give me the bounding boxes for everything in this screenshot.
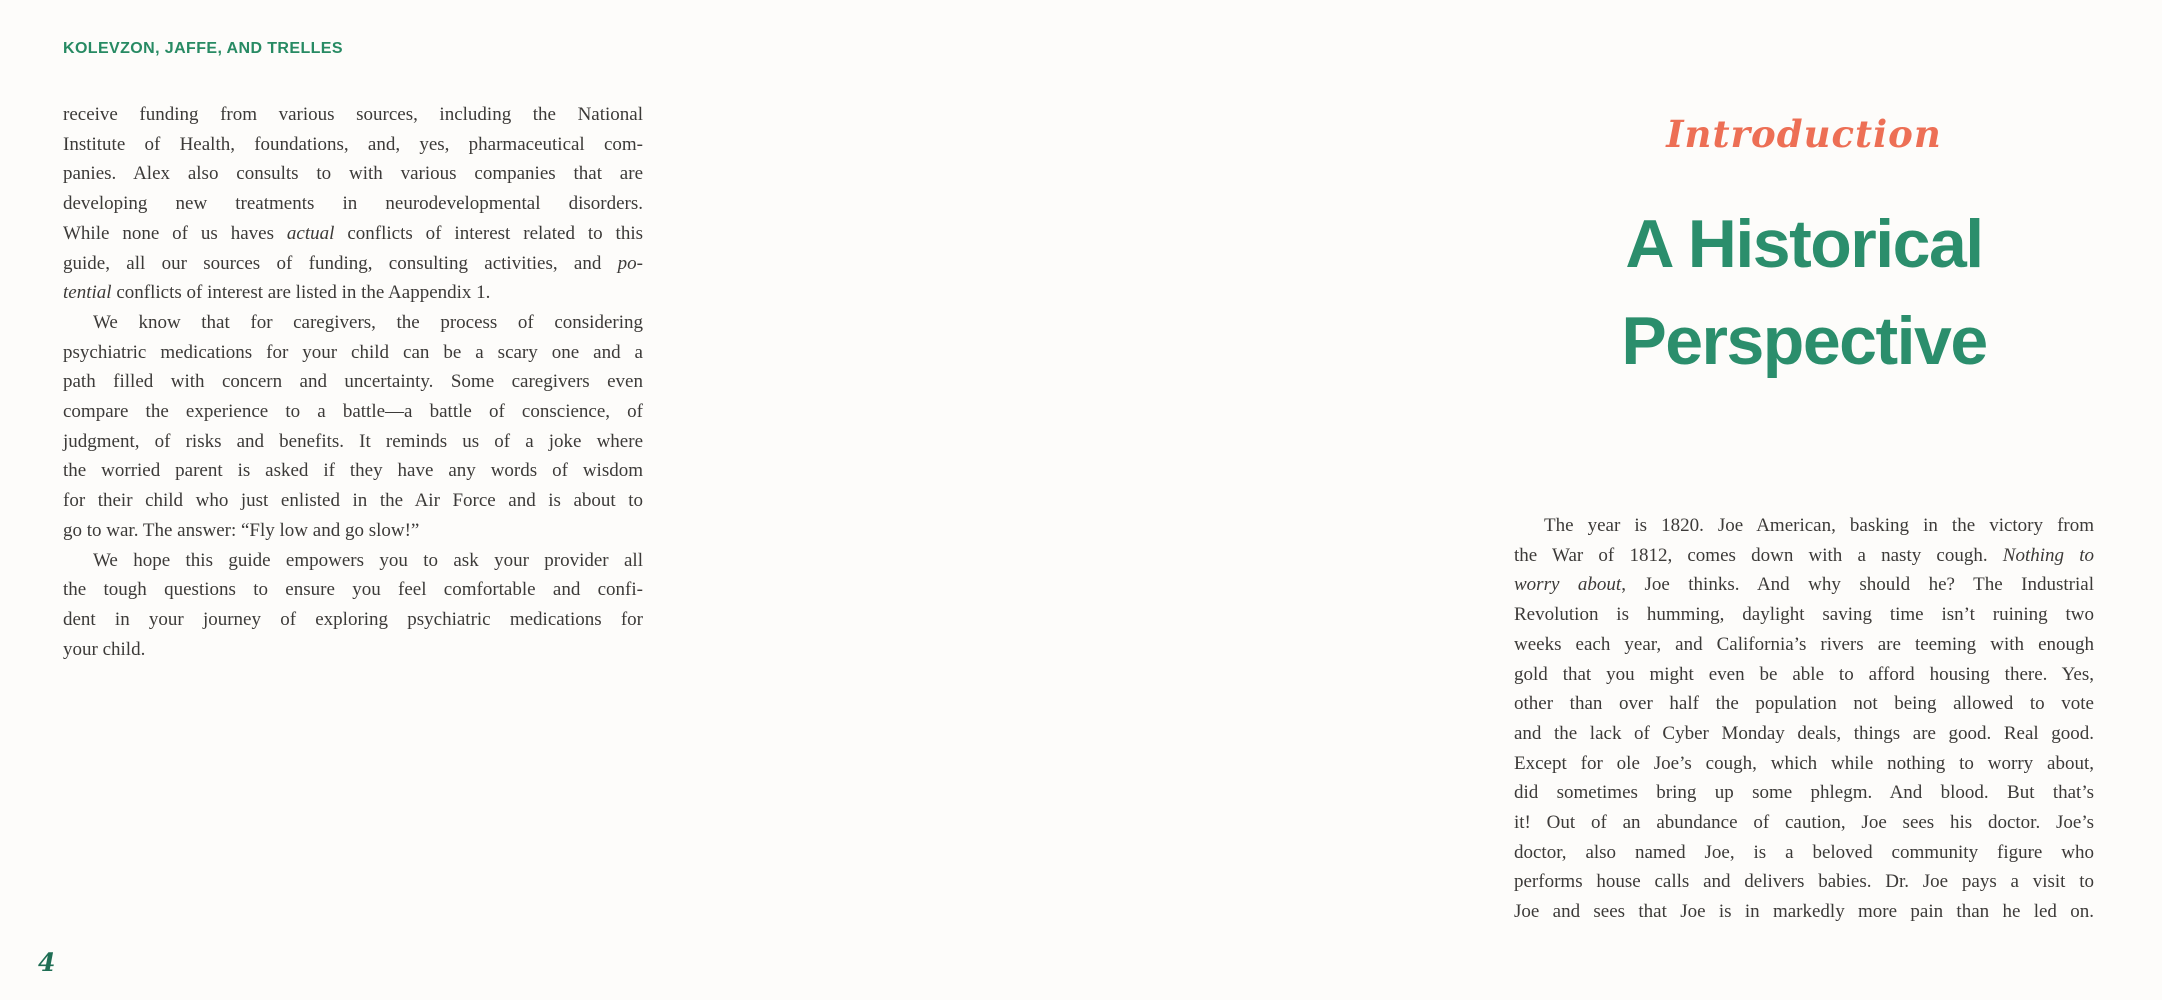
- chapter-title-line-2: Perspective: [1621, 303, 1987, 379]
- text-line: dent in your journey of exploring psychiatric medications for: [63, 608, 643, 630]
- text-line: developing new treatments in neurodevelopmental disorders.: [63, 193, 643, 215]
- left-page-body-text: [63, 100, 643, 664]
- text-line: guide, all our sources of funding, consulting activities, and po-: [63, 252, 643, 274]
- chapter-title-line-1: A Historical: [1625, 206, 1983, 282]
- text-line: judgment, of risks and benefits. It reminds us of a joke where: [63, 430, 643, 452]
- text-line: did sometimes bring up some phlegm. And blood. But that’s: [1514, 782, 2094, 804]
- text-line: We know that for caregivers, the process of considering: [93, 311, 643, 333]
- text-line: your child.: [63, 638, 146, 660]
- text-line: weeks each year, and California’s rivers are teeming with enough: [1514, 633, 2094, 655]
- text-line: for their child who just enlisted in the Air Force and is about to: [63, 490, 643, 512]
- right-page-body-text: [1514, 511, 2094, 927]
- text-line: other than over half the population not being allowed to vote: [1514, 693, 2094, 715]
- text-line: Except for ole Joe’s cough, which while nothing to worry about,: [1514, 752, 2094, 774]
- text-line: the worried parent is asked if they have any words of wisdom: [63, 460, 643, 482]
- text-line: While none of us haves actual conflicts of interest related to this: [63, 222, 643, 244]
- text-line: panies. Alex also consults to with various companies that are: [63, 163, 643, 185]
- chapter-title: [1446, 196, 2162, 390]
- text-line: and the lack of Cyber Monday deals, things are good. Real good.: [1514, 722, 2094, 744]
- text-line: path filled with concern and uncertainty. Some caregivers even: [63, 371, 643, 393]
- text-line: gold that you might even be able to afford housing there. Yes,: [1514, 663, 2094, 685]
- text-line: psychiatric medications for your child can be a scary one and a: [63, 341, 643, 363]
- page-number: 4: [38, 948, 56, 977]
- right-page: [714, 0, 2094, 1000]
- text-line: Institute of Health, foundations, and, yes, pharmaceutical com-: [63, 133, 643, 155]
- text-line: tential conflicts of interest are listed in the Aappendix 1.: [63, 282, 491, 304]
- left-page: [0, 0, 714, 1000]
- text-line: Joe and sees that Joe is in markedly more pain than he led on.: [1514, 901, 2094, 923]
- text-line: the War of 1812, comes down with a nasty cough. Nothing to: [1514, 544, 2094, 566]
- text-line: doctor, also named Joe, is a beloved community figure who: [1514, 841, 2094, 863]
- text-line: the tough questions to ensure you feel comfortable and confi-: [63, 579, 643, 601]
- text-line: it! Out of an abundance of caution, Joe sees his doctor. Joe’s: [1514, 812, 2094, 834]
- text-line: We hope this guide empowers you to ask your provider all: [93, 549, 643, 571]
- text-line: receive funding from various sources, including the National: [63, 104, 643, 125]
- text-line: The year is 1820. Joe American, basking in the victory from: [1544, 515, 2094, 536]
- text-line: compare the experience to a battle—a battle of conscience, of: [63, 401, 643, 423]
- running-header: KOLEVZON, JAFFE, AND TRELLES: [63, 40, 343, 57]
- chapter-kicker: Introduction: [1666, 112, 1942, 156]
- text-line: worry about, Joe thinks. And why should he? The Industrial: [1514, 574, 2094, 596]
- text-line: Revolution is humming, daylight saving time isn’t ruining two: [1514, 604, 2094, 626]
- text-line: performs house calls and delivers babies. Dr. Joe pays a visit to: [1514, 871, 2094, 893]
- text-line: go to war. The answer: “Fly low and go slow!”: [63, 519, 420, 541]
